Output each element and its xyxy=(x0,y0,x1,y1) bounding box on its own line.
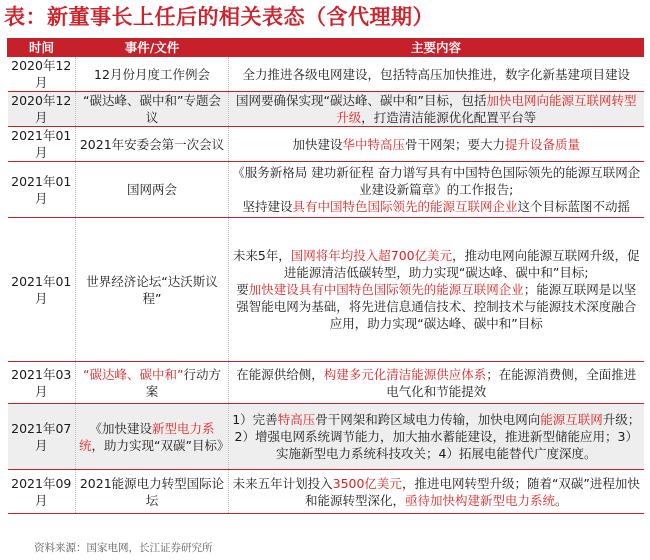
cell-text: 未来五年计划投入 xyxy=(232,475,333,491)
statements-table-wrap xyxy=(7,38,643,514)
cell-content xyxy=(229,57,644,92)
cell-time: 2021年07月 xyxy=(8,404,76,470)
cell-text: 这个目标蓝图不动摇 xyxy=(517,199,631,214)
cell-text: 坚持建设 xyxy=(242,199,293,214)
highlight-text: 加快电网向能源互联网转型升级 xyxy=(336,93,637,125)
statements-table xyxy=(7,38,644,514)
highlight-text: 具有中国特色国际领先的能源互联网企业 xyxy=(292,199,518,214)
cell-text: 行动方案 xyxy=(145,366,221,399)
table-row xyxy=(8,362,644,404)
source-note: 资料来源：国家电网，长江证券研究所 xyxy=(34,542,213,554)
cell-text: 骨干网架和跨区域电力传输，加快电网向 xyxy=(315,412,541,427)
cell-time: 2020年12月 xyxy=(11,58,72,90)
cell-content xyxy=(229,404,644,470)
cell-text: 国网要确保实现“碳达峰、碳中和”目标，包括 xyxy=(236,93,487,108)
cell-text: 《加快建设 xyxy=(89,420,152,436)
cell-text: ，推进电网转型升级；随着“双碳”进程加快和能源转型深化， xyxy=(304,475,640,508)
cell-text: 12月份月度工作例会 xyxy=(94,66,210,82)
cell-event xyxy=(76,470,229,514)
cell-content xyxy=(229,92,644,127)
cell-event xyxy=(76,362,229,404)
cell-text: ，助力实现“双碳”目标》 xyxy=(91,437,230,453)
cell-content xyxy=(229,218,644,362)
cell-event xyxy=(76,127,229,162)
cell-time: 2021年03月 xyxy=(11,366,72,399)
highlight-text: 构建多元化清洁能源供应体系 xyxy=(323,366,487,382)
cell-text: ，打造清洁能源优化配置平台等 xyxy=(361,110,537,125)
cell-event xyxy=(76,404,229,470)
table-row xyxy=(8,404,644,470)
table-row xyxy=(8,470,644,514)
cell-text: 升级；2）增强电网系统调节能力，加大抽水蓄能建设，推进新型储能应用；3）实施新型电力系统科技攻关；4）拓展电能替代广度深度。 xyxy=(234,412,641,461)
highlight-text: 华中特高压 xyxy=(342,136,405,152)
cell-text: ；在能源消费侧，全面推进电气化和节能提效 xyxy=(386,366,637,399)
cell-text: 未来5年， xyxy=(232,248,291,263)
highlight-text: 提升设备质量 xyxy=(505,136,581,152)
highlight-text: 能源互联网 xyxy=(540,412,603,427)
table-header-row xyxy=(8,39,644,57)
highlight-text: 国网将年均投入超700亿美元 xyxy=(290,248,453,263)
cell-text: 世界经济论坛“达沃斯议程” xyxy=(86,273,218,306)
cell-text: 加快建设 xyxy=(292,136,343,152)
cell-text: 2021年安委会第一次会议 xyxy=(79,136,225,152)
header-event: 事件/文件 xyxy=(76,39,229,57)
header-content: 主要内容 xyxy=(229,39,644,57)
highlight-text: 3500亿美元 xyxy=(332,475,402,491)
cell-time: 2021年01月 xyxy=(11,173,72,206)
header-time: 时间 xyxy=(8,39,76,57)
cell-text: 1）完善 xyxy=(232,412,278,427)
cell-time: 2021年01月 xyxy=(11,128,72,160)
cell-text: “碳达峰、碳中和”专题会议 xyxy=(83,93,221,125)
cell-content xyxy=(229,162,644,218)
cell-event xyxy=(76,92,229,127)
cell-text: 国网两会 xyxy=(126,182,177,197)
cell-text: 。 xyxy=(555,492,568,508)
cell-text: 2021能源电力转型国际论坛 xyxy=(79,475,225,508)
cell-event xyxy=(76,57,229,92)
table-row xyxy=(8,218,644,362)
cell-event xyxy=(76,218,229,362)
cell-time: 2020年12月 xyxy=(8,92,76,127)
highlight-text: 特高压 xyxy=(277,412,316,427)
cell-text: 骨干网架；要大力 xyxy=(405,136,506,152)
cell-time: 2021年09月 xyxy=(11,475,72,508)
cell-time: 2021年01月 xyxy=(11,273,72,306)
cell-text: 在能源供给侧， xyxy=(236,366,324,382)
cell-content xyxy=(229,127,644,162)
highlight-text: 新型电力系统 xyxy=(79,420,215,453)
cell-text: 要 xyxy=(236,282,249,297)
table-row xyxy=(8,127,644,162)
cell-content xyxy=(229,362,644,404)
cell-text: 《服务新格局 建功新征程 奋力谱写具有中国特色国际领先的能源互联网企业建设新篇章》的工作报告; xyxy=(232,165,641,197)
table-body xyxy=(8,57,644,514)
cell-content xyxy=(229,470,644,514)
cell-text: ；能源互联网是以坚强智能电网为基础，将先进信息通信技术、控制技术与能源技术深度融合应用，助力实现“碳达峰、碳中和”目标 xyxy=(236,282,637,331)
table-row xyxy=(8,92,644,127)
cell-text: 全力推进各级电网建设，包括特高压加快推进，数字化新基建项目建设 xyxy=(242,66,630,82)
highlight-text: 加快建设具有中国特色国际领先的能源互联网企业 xyxy=(248,282,524,297)
cell-event xyxy=(76,162,229,218)
page-title: 表：新董事长上任后的相关表态（含代理期） xyxy=(4,5,434,29)
cell-text: ，推动电网向能源互联网升级，促进能源清洁低碳转型，助力实现“碳达峰、碳中和”目标; xyxy=(283,248,640,280)
highlight-text: “碳达峰、碳中和” xyxy=(83,366,184,382)
table-row xyxy=(8,57,644,92)
table-row xyxy=(8,162,644,218)
highlight-text: 亟待加快构建新型电力系统 xyxy=(404,492,555,508)
